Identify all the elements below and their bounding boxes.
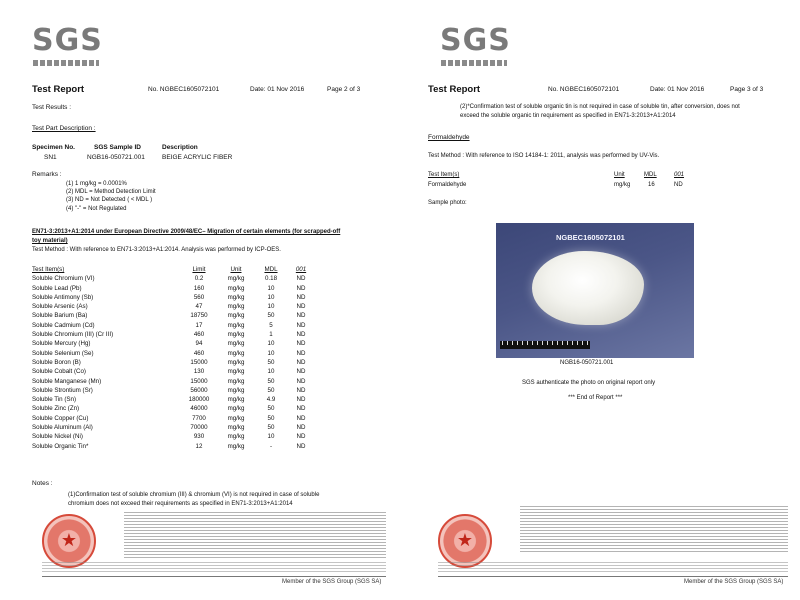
remark-item: (3) ND = Not Detected ( < MDL ) [66, 197, 153, 203]
cell-test-item: Soluble Barium (Ba) [32, 312, 88, 320]
cell-mdl: 10 [267, 433, 275, 441]
end-of-report: *** End of Report *** [568, 395, 623, 401]
note-line: (2)*Confirmation test of soluble organic tin is not required in case of soluble tin, after conversion, does not [460, 104, 740, 110]
cell-mdl: - [269, 442, 273, 450]
cell-mdl: 50 [267, 386, 275, 394]
cell-mdl: 10 [267, 284, 275, 292]
table-row [32, 293, 316, 302]
cell-mdl: 10 [267, 340, 275, 348]
inspection-seal [42, 514, 96, 568]
sample-description: BEIGE ACRYLIC FIBER [162, 154, 233, 161]
cell-mdl: 50 [267, 405, 275, 413]
cell-test-item: Soluble Boron (B) [32, 358, 81, 366]
cell-mdl: 50 [267, 312, 275, 320]
cell-limit: 56000 [190, 386, 208, 394]
cell-limit: 130 [193, 368, 205, 376]
cell-unit: mg/kg [227, 368, 245, 376]
remark-item: (4) "-" = Not Regulated [66, 206, 127, 212]
cell-mdl: 10 [267, 293, 275, 301]
cell-unit: mg/kg [227, 396, 245, 404]
cell-limit: 15000 [190, 358, 208, 366]
cell-test-item: Soluble Organic Tin* [32, 442, 89, 450]
cell-unit: mg/kg [227, 312, 245, 320]
cell-test-item: Soluble Mercury (Hg) [32, 340, 91, 348]
cell-result: ND [296, 349, 306, 357]
table-row [32, 284, 316, 293]
sgs-logo-bars [33, 60, 99, 66]
test-results-label: Test Results : [32, 104, 72, 111]
specimen-header-description: Description [162, 144, 198, 151]
cell-unit: mg/kg [227, 275, 245, 283]
header-unit: Unit [230, 266, 242, 273]
cell-result: ND [296, 414, 306, 422]
sample-photo-label: Sample photo: [428, 200, 467, 206]
photo-report-number: NGBEC1605072101 [556, 233, 625, 242]
cell-limit: 0.2 [194, 275, 204, 283]
cell-unit: mg/kg [227, 321, 245, 329]
section-title-formaldehyde: Formaldehyde [428, 134, 470, 141]
sample-photo [496, 223, 694, 358]
table-row [32, 349, 316, 358]
cell-unit: mg/kg [227, 284, 245, 292]
cell-result: ND [296, 396, 306, 404]
header-mdl: MDL [264, 266, 278, 273]
cell-test-item: Soluble Lead (Pb) [32, 284, 82, 292]
report-date: Date: 01 Nov 2016 [250, 86, 305, 93]
cell-mdl: 4.9 [266, 396, 276, 404]
notes-label: Notes : [32, 480, 53, 487]
star-icon: ★ [60, 530, 78, 550]
cell-mdl: 50 [267, 377, 275, 385]
table-header-row [32, 265, 316, 274]
cell-result: ND [296, 303, 306, 311]
cell-limit: 47 [195, 303, 203, 311]
table-row [32, 367, 316, 376]
cell-test-item: Soluble Nickel (Ni) [32, 433, 83, 441]
table-row [32, 386, 316, 395]
cell-unit: mg/kg [227, 433, 245, 441]
cell-test-item: Soluble Cobalt (Co) [32, 368, 86, 376]
table-row [32, 358, 316, 367]
table-row [32, 339, 316, 348]
cell-unit: mg/kg [227, 358, 245, 366]
cell-unit: mg/kg [227, 424, 245, 432]
remark-item: (2) MDL = Method Detection Limit [66, 189, 156, 195]
note-line: exceed the soluble organic tin requirement as specified in EN71-3:2013+A1:2014 [460, 113, 676, 119]
cell-mdl: 10 [267, 368, 275, 376]
cell-result: ND [296, 293, 306, 301]
cell-limit: 7700 [192, 414, 206, 422]
cell-limit: 17 [195, 321, 203, 329]
table-row [32, 395, 316, 404]
cell-unit: mg/kg [227, 293, 245, 301]
cell-result: ND [296, 340, 306, 348]
cell-limit: 180000 [188, 396, 210, 404]
specimen-header-id: SGS Sample ID [94, 144, 141, 151]
report-date: Date: 01 Nov 2016 [650, 86, 705, 93]
row-item: Formaldehyde [428, 182, 467, 188]
report-title: Test Report [428, 84, 481, 95]
header-result-001: 001 [674, 172, 685, 178]
header-result-001: 001 [295, 266, 307, 273]
cell-test-item: Soluble Cadmium (Cd) [32, 321, 95, 329]
cell-result: ND [296, 386, 306, 394]
cell-unit: mg/kg [227, 405, 245, 413]
sgs-logo [440, 23, 511, 68]
cell-mdl: 10 [267, 349, 275, 357]
cell-mdl: 1 [269, 331, 273, 339]
cell-test-item: Soluble Selenium (Se) [32, 349, 94, 357]
cell-result: ND [296, 368, 306, 376]
cell-result: ND [296, 284, 306, 292]
cell-mdl: 50 [267, 424, 275, 432]
sgs-logo [32, 23, 103, 68]
table-row [32, 442, 316, 451]
cell-limit: 46000 [190, 405, 208, 413]
cell-unit: mg/kg [227, 377, 245, 385]
cell-limit: 15000 [190, 377, 208, 385]
cell-limit: 160 [193, 284, 205, 292]
cell-limit: 460 [193, 331, 205, 339]
terms-fine-print [124, 512, 386, 558]
cell-test-item: Soluble Strontium (Sr) [32, 386, 93, 394]
cell-result: ND [296, 433, 306, 441]
cell-test-item: Soluble Antimony (Sb) [32, 293, 94, 301]
table-row [32, 330, 316, 339]
member-text: Member of the SGS Group (SGS SA) [684, 579, 784, 585]
row-unit: mg/kg [614, 182, 631, 188]
sgs-logo-bars [441, 60, 507, 66]
note-line: (1)Confirmation test of soluble chromium (III) & chromium (VI) is not required in case of soluble [68, 492, 320, 498]
table-row [32, 274, 316, 283]
cell-mdl: 0.18 [264, 275, 278, 283]
company-address [438, 562, 788, 572]
row-result: ND [674, 182, 683, 188]
header-test-item: Test Item(s) [32, 266, 65, 273]
page-number: Page 2 of 3 [327, 86, 361, 93]
test-method: Test Method : With reference to EN71-3:2013+A1:2014. Analysis was performed by ICP-OES. [32, 247, 281, 253]
cell-test-item: Soluble Arsenic (As) [32, 303, 88, 311]
specimen-no: SN1 [44, 154, 57, 161]
cell-test-item: Soluble Manganese (Mn) [32, 377, 102, 385]
cell-limit: 930 [193, 433, 205, 441]
row-mdl: 16 [648, 182, 655, 188]
results-table [32, 265, 316, 451]
section-title-en71: EN71-3:2013+A1:2014 under European Directive 2009/48/EC– Migration of certain elements (for scrapped-off [32, 229, 341, 235]
cell-result: ND [296, 312, 306, 320]
header-limit: Limit [192, 266, 206, 273]
note-line: chromium does not exceed their requirements as specified in EN71-3:2013+A1:2014 [68, 501, 293, 507]
report-title: Test Report [32, 84, 85, 95]
remarks-label: Remarks : [32, 171, 62, 178]
cell-unit: mg/kg [227, 349, 245, 357]
cell-limit: 560 [193, 293, 205, 301]
report-page-2 [6, 0, 394, 600]
sgs-logo-text: SGS [440, 23, 511, 58]
remark-item: (1) 1 mg/kg = 0.0001% [66, 181, 127, 187]
report-page-3 [412, 0, 800, 600]
report-number: No. NGBEC1605072101 [148, 86, 220, 93]
test-part-description-label: Test Part Description : [32, 125, 96, 132]
header-unit: Unit [614, 172, 625, 178]
cell-result: ND [296, 442, 306, 450]
inspection-seal [438, 514, 492, 568]
footer-divider [438, 576, 788, 577]
cell-result: ND [296, 377, 306, 385]
terms-fine-print [520, 506, 788, 552]
section-title-en71-cont: toy material) [32, 238, 68, 244]
company-address [42, 562, 386, 572]
cell-result: ND [296, 358, 306, 366]
results-table-body [32, 274, 316, 451]
cell-test-item: Soluble Copper (Cu) [32, 414, 89, 422]
cell-limit: 94 [195, 340, 203, 348]
cell-unit: mg/kg [227, 442, 245, 450]
specimen-header-no: Specimen No. [32, 144, 75, 151]
cell-unit: mg/kg [227, 331, 245, 339]
table-row [32, 302, 316, 311]
cell-test-item: Soluble Tin (Sn) [32, 396, 77, 404]
cell-mdl: 5 [269, 321, 273, 329]
header-test-item: Test Item(s) [428, 172, 460, 178]
fiber-sample-image [532, 251, 644, 325]
table-row [32, 404, 316, 413]
member-text: Member of the SGS Group (SGS SA) [282, 579, 382, 585]
cell-unit: mg/kg [227, 303, 245, 311]
photo-caption: NGB16-050721.001 [560, 360, 614, 366]
cell-test-item: Soluble Chromium (VI) [32, 275, 95, 283]
cell-unit: mg/kg [227, 386, 245, 394]
cell-unit: mg/kg [227, 340, 245, 348]
cell-unit: mg/kg [227, 414, 245, 422]
table-row [32, 432, 316, 441]
cell-result: ND [296, 275, 306, 283]
page-number: Page 3 of 3 [730, 86, 764, 93]
authenticate-note: SGS authenticate the photo on original report only [522, 380, 656, 386]
table-row [32, 311, 316, 320]
cell-test-item: Soluble Zinc (Zn) [32, 405, 80, 413]
cell-mdl: 50 [267, 358, 275, 366]
table-row [32, 321, 316, 330]
table-row [32, 414, 316, 423]
sample-id: NGB16-050721.001 [87, 154, 145, 161]
table-row [32, 423, 316, 432]
cell-test-item: Soluble Chromium (III) (Cr III) [32, 331, 114, 339]
cell-result: ND [296, 331, 306, 339]
star-icon: ★ [456, 530, 474, 550]
cell-limit: 12 [195, 442, 203, 450]
cell-mdl: 50 [267, 414, 275, 422]
cell-limit: 460 [193, 349, 205, 357]
scale-ruler [500, 341, 590, 349]
cell-mdl: 10 [267, 303, 275, 311]
footer-divider [42, 576, 386, 577]
test-method: Test Method : With reference to ISO 14184-1: 2011, analysis was performed by UV-Vis. [428, 153, 660, 159]
cell-test-item: Soluble Aluminum (Al) [32, 424, 93, 432]
cell-result: ND [296, 321, 306, 329]
cell-result: ND [296, 405, 306, 413]
header-mdl: MDL [644, 172, 657, 178]
sgs-logo-text: SGS [32, 23, 103, 58]
cell-limit: 18750 [190, 312, 208, 320]
cell-limit: 70000 [190, 424, 208, 432]
report-number: No. NGBEC1605072101 [548, 86, 620, 93]
cell-result: ND [296, 424, 306, 432]
table-row [32, 377, 316, 386]
